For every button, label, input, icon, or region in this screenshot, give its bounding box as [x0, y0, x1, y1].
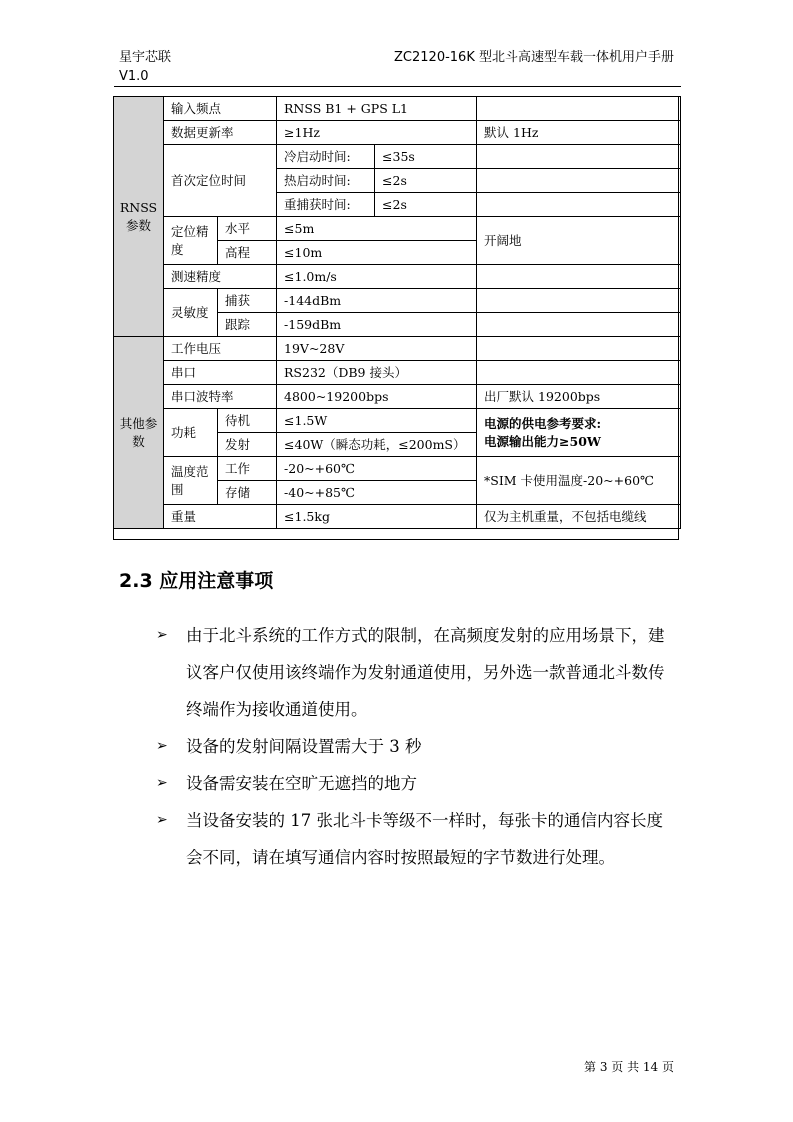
table-row	[114, 145, 681, 169]
cell-label: 工作电压	[164, 337, 277, 361]
cell-note	[477, 313, 681, 337]
cell-value: ≤2s	[375, 169, 477, 193]
cell-value: ≤1.5W	[277, 409, 477, 433]
cell-sublabel: 捕获	[218, 289, 277, 313]
cell-sublabel: 跟踪	[218, 313, 277, 337]
cell-sublabel: 工作	[218, 457, 277, 481]
cell-note: 开阔地	[477, 217, 681, 265]
cell-note: *SIM 卡使用温度-20~+60℃	[477, 457, 681, 505]
table-row	[114, 505, 681, 529]
cell-label: 温度范围	[164, 457, 218, 505]
cell-value: ≥1Hz	[277, 121, 477, 145]
power-note-line1: 电源的供电参考要求:	[484, 415, 602, 431]
table-row	[114, 265, 681, 289]
spec-table	[113, 96, 681, 529]
cell-note	[477, 169, 681, 193]
table-row	[114, 457, 681, 481]
other-section-label: 其他参数	[114, 337, 164, 529]
cell-value: ≤35s	[375, 145, 477, 169]
cell-note: 出厂默认 19200bps	[477, 385, 681, 409]
cell-label: 测速精度	[164, 265, 277, 289]
list-item-text: 设备的发射间隔设置需大于 3 秒	[186, 737, 422, 756]
cell-label: 定位精度	[164, 217, 218, 265]
arrow-bullet-icon: ➢	[156, 775, 168, 791]
cell-value: -20~+60℃	[277, 457, 477, 481]
cell-sublabel: 存储	[218, 481, 277, 505]
cell-note	[477, 337, 681, 361]
cell-label: 灵敏度	[164, 289, 218, 337]
list-item	[156, 617, 676, 728]
table-row	[114, 409, 681, 433]
cell-note	[477, 289, 681, 313]
cell-note	[477, 193, 681, 217]
cell-value: -40~+85℃	[277, 481, 477, 505]
cell-note	[477, 97, 681, 121]
cell-label: 重量	[164, 505, 277, 529]
cell-note	[477, 361, 681, 385]
table-row	[114, 217, 681, 241]
power-note-line2: 电源输出能力≥50W	[484, 433, 601, 449]
arrow-bullet-icon: ➢	[156, 738, 168, 754]
cell-note	[477, 145, 681, 169]
cell-note	[477, 409, 681, 457]
cell-sublabel: 待机	[218, 409, 277, 433]
arrow-bullet-icon: ➢	[156, 627, 168, 643]
cell-value: ≤5m	[277, 217, 477, 241]
cell-label: 数据更新率	[164, 121, 277, 145]
cell-value: ≤40W（瞬态功耗，≤200mS）	[277, 433, 477, 457]
table-row	[114, 361, 681, 385]
notes-list	[156, 617, 676, 876]
rnss-section-label: RNSS参数	[114, 97, 164, 337]
cell-note	[477, 265, 681, 289]
cell-value: -159dBm	[277, 313, 477, 337]
list-item-text: 设备需安装在空旷无遮挡的地方	[186, 774, 417, 793]
doc-version: V1.0	[119, 69, 149, 84]
cell-sublabel: 发射	[218, 433, 277, 457]
cell-sublabel: 高程	[218, 241, 277, 265]
table-row	[114, 97, 681, 121]
list-item	[156, 802, 676, 876]
table-row	[114, 385, 681, 409]
cell-label: 串口	[164, 361, 277, 385]
cell-value: -144dBm	[277, 289, 477, 313]
cell-label: 功耗	[164, 409, 218, 457]
cell-note: 默认 1Hz	[477, 121, 681, 145]
cell-sublabel: 重捕获时间:	[277, 193, 375, 217]
list-item	[156, 765, 676, 802]
cell-value: 4800~19200bps	[277, 385, 477, 409]
cell-value: ≤10m	[277, 241, 477, 265]
cell-value: 19V~28V	[277, 337, 477, 361]
cell-value: ≤1.5kg	[277, 505, 477, 529]
cell-value: RNSS B1 + GPS L1	[277, 97, 477, 121]
cell-label: 串口波特率	[164, 385, 277, 409]
table-row	[114, 337, 681, 361]
header-divider	[114, 86, 681, 87]
table-row	[114, 289, 681, 313]
arrow-bullet-icon: ➢	[156, 812, 168, 828]
list-item	[156, 728, 676, 765]
cell-note: 仅为主机重量，不包括电缆线	[477, 505, 681, 529]
company-name: 星宇芯联	[119, 50, 172, 65]
cell-value: ≤1.0m/s	[277, 265, 477, 289]
page-number: 第 3 页 共 14 页	[584, 1060, 674, 1074]
document-title: ZC2120-16K 型北斗高速型车载一体机用户手册	[394, 50, 674, 65]
list-item-text: 当设备安装的 17 张北斗卡等级不一样时，每张卡的通信内容长度会不同，请在填写通信内容时按照最短的字节数进行处理。	[186, 811, 663, 867]
list-item-text: 由于北斗系统的工作方式的限制，在高频度发射的应用场景下，建议客户仅使用该终端作为发射通道使用，另外选一款普通北斗数传终端作为接收通道使用。	[186, 626, 665, 719]
cell-label: 输入频点	[164, 97, 277, 121]
cell-sublabel: 热启动时间:	[277, 169, 375, 193]
cell-sublabel: 水平	[218, 217, 277, 241]
cell-label: 首次定位时间	[164, 145, 277, 217]
table-row	[114, 121, 681, 145]
cell-value: RS232（DB9 接头）	[277, 361, 477, 385]
header-left	[119, 48, 171, 86]
cell-value: ≤2s	[375, 193, 477, 217]
cell-sublabel: 冷启动时间:	[277, 145, 375, 169]
section-heading: 2.3 应用注意事项	[119, 570, 274, 592]
